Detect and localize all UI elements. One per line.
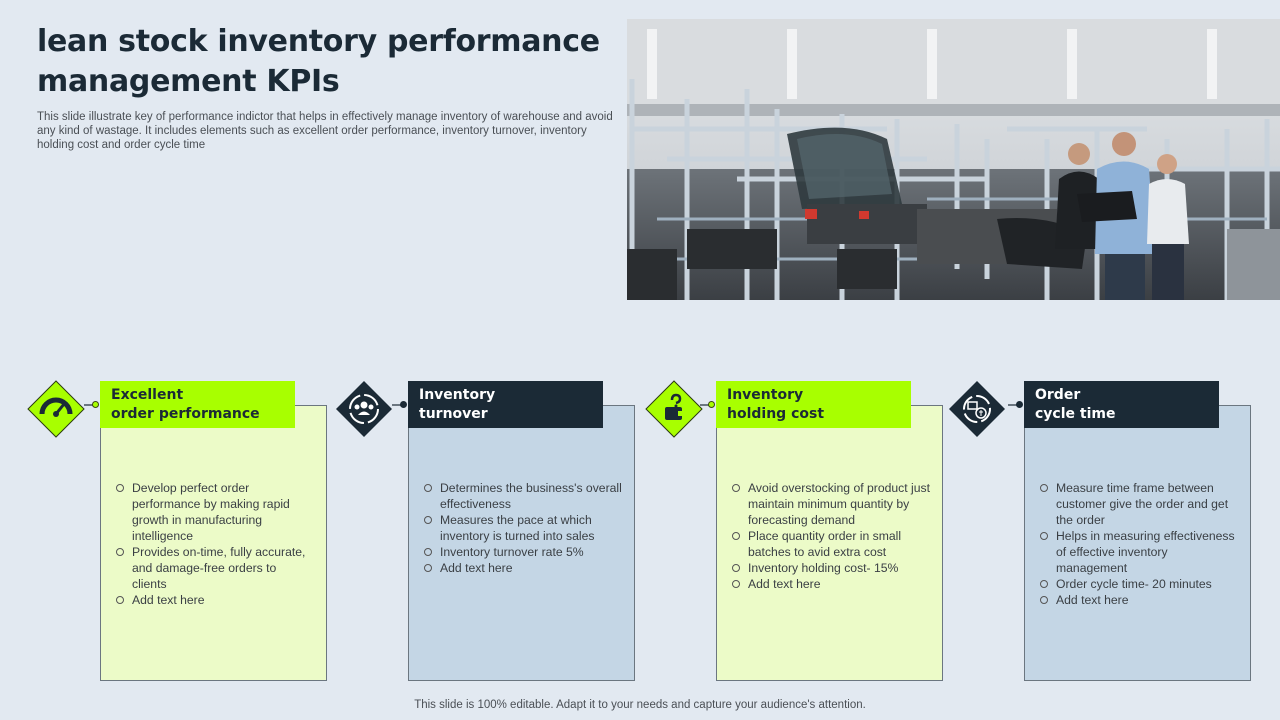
bullet-list	[731, 480, 930, 592]
kpi-header-holding-cost: Inventory holding cost	[716, 381, 911, 428]
list-item: Determines the business's overall effectiveness	[423, 480, 622, 512]
connector-dot	[400, 401, 407, 408]
page-title: lean stock inventory performance management KPIs	[37, 24, 600, 99]
list-item: Measures the pace at which inventory is turned into sales	[423, 512, 622, 544]
warehouse-team-photo	[627, 19, 1280, 300]
kpi-card-inventory-turnover	[408, 405, 635, 681]
list-item: Order cycle time- 20 minutes	[1039, 576, 1238, 592]
kpi-header-order-cycle-time: Order cycle time	[1024, 381, 1219, 428]
list-item: Measure time frame between customer give the order and get the order	[1039, 480, 1238, 528]
bullet-list	[1039, 480, 1238, 608]
wallet-question-icon	[645, 380, 703, 438]
list-item: Add text here	[115, 592, 314, 608]
list-item: Develop perfect order performance by making rapid growth in manufacturing intelligence	[115, 480, 314, 544]
bullet-list	[115, 480, 314, 608]
team-cycle-icon	[335, 380, 393, 438]
connector-dot	[92, 401, 99, 408]
list-item: Add text here	[731, 576, 930, 592]
list-item: Avoid overstocking of product just maintain minimum quantity by forecasting demand	[731, 480, 930, 528]
page-subtitle: This slide illustrate key of performance indictor that helps in effectively manage inventory of warehouse and avoid any kind of wastage. It includes elements such as excellent order performance, inventory turnover, inventory holding cost and order cycle time	[37, 111, 613, 151]
kpi-card-holding-cost	[716, 405, 943, 681]
connector-dot	[708, 401, 715, 408]
list-item: Place quantity order in small batches to avid extra cost	[731, 528, 930, 560]
kpi-card-order-performance	[100, 405, 327, 681]
kpi-header-inventory-turnover: Inventory turnover	[408, 381, 603, 428]
list-item: Helps in measuring effectiveness of effective inventory management	[1039, 528, 1238, 576]
kpi-card-order-cycle-time	[1024, 405, 1251, 681]
list-item: Inventory turnover rate 5%	[423, 544, 622, 560]
list-item: Add text here	[1039, 592, 1238, 608]
speedometer-icon	[27, 380, 85, 438]
kpi-header-order-performance: Excellent order performance	[100, 381, 295, 428]
cost-cycle-icon	[948, 380, 1006, 438]
bullet-list	[423, 480, 622, 576]
connector-dot	[1016, 401, 1023, 408]
list-item: Provides on-time, fully accurate, and damage-free orders to clients	[115, 544, 314, 592]
list-item: Inventory holding cost- 15%	[731, 560, 930, 576]
footer-note: This slide is 100% editable. Adapt it to your needs and capture your audience's attention.	[414, 699, 866, 711]
list-item: Add text here	[423, 560, 622, 576]
